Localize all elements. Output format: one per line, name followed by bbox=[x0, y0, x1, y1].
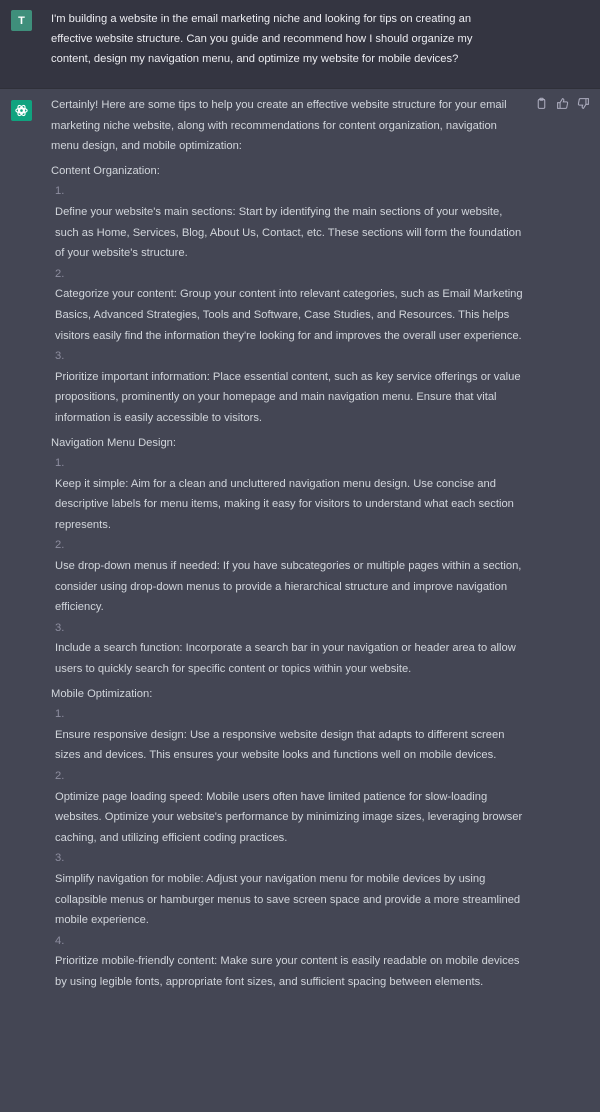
list-item bbox=[55, 453, 525, 535]
list-number: 2. bbox=[55, 267, 65, 280]
list-item-text: Prioritize mobile-friendly content: Make sure your content is easily readable on mobile devices by using legible fonts, appropriate font sizes, and sufficient spacing between elements. bbox=[55, 955, 520, 988]
section-heading: Content Organization: bbox=[51, 164, 160, 177]
assistant-avatar bbox=[11, 100, 32, 121]
assistant-message-row bbox=[0, 89, 600, 993]
list-item bbox=[55, 931, 525, 993]
openai-logo-icon bbox=[14, 103, 29, 118]
copy-icon[interactable] bbox=[535, 97, 548, 110]
list-number: 1. bbox=[55, 708, 65, 721]
section-mobile-optimization bbox=[51, 684, 525, 993]
list-item-text: Simplify navigation for mobile: Adjust your navigation menu for mobile devices by using collapsible menus or hamburger menus to save screen space and provide a more streamlined mobile experience. bbox=[55, 872, 521, 927]
intro-paragraph: Certainly! Here are some tips to help you create an effective website structure for your email marketing niche website, along with recommendations for content organization, navigation menu design, and mobile optimization: bbox=[51, 99, 507, 153]
section-navigation-menu-design bbox=[51, 433, 525, 680]
section-content-organization bbox=[51, 161, 525, 429]
section-heading: Mobile Optimization: bbox=[51, 687, 153, 700]
user-message-row bbox=[0, 0, 600, 89]
list-item-text: Optimize page loading speed: Mobile users often have limited patience for slow-loading websites. Optimize your website's performance by minimizing image sizes, leveraging browser caching, and utilizing efficient coding practices. bbox=[55, 790, 523, 844]
list-number: 2. bbox=[55, 770, 65, 782]
list-item bbox=[55, 618, 525, 680]
list-number: 2. bbox=[55, 539, 65, 552]
list-item bbox=[55, 704, 525, 766]
list-item bbox=[55, 848, 525, 930]
numbered-list bbox=[51, 453, 525, 680]
list-item-text: Prioritize important information: Place essential content, such as key service offerings or value propositions, prominently on your homepage and main navigation menu. Ensure that vital information is easily accessible to visitors. bbox=[55, 370, 521, 424]
list-item bbox=[55, 535, 525, 617]
list-item bbox=[55, 346, 525, 428]
list-number: 1. bbox=[55, 457, 65, 470]
list-item-text: Define your website's main sections: Start by identifying the main sections of your website, such as Home, Services, Blog, About Us, Contact, etc. These sections will form the foundation of your website's structure. bbox=[55, 205, 522, 260]
numbered-list bbox=[51, 704, 525, 992]
list-item-text: Ensure responsive design: Use a responsive website design that adapts to different screen sizes and devices. This ensures your website looks and functions well on mobile devices. bbox=[55, 728, 505, 762]
list-number: 4. bbox=[55, 934, 65, 947]
list-item bbox=[55, 181, 525, 263]
user-avatar-letter: T bbox=[18, 14, 25, 27]
thumbs-down-icon[interactable] bbox=[577, 97, 590, 110]
user-avatar bbox=[11, 10, 32, 31]
list-item-text: Keep it simple: Aim for a clean and uncluttered navigation menu design. Use concise and descriptive labels for menu items, making it easy for visitors to understand what each section represents. bbox=[55, 477, 514, 531]
list-number: 1. bbox=[55, 185, 65, 198]
list-item-text: Use drop-down menus if needed: If you have subcategories or multiple pages within a section, consider using drop-down menus to provide a hierarchical structure and improve navigation efficiency. bbox=[55, 560, 522, 614]
list-number: 3. bbox=[55, 852, 65, 865]
section-heading: Navigation Menu Design: bbox=[51, 436, 176, 449]
user-message-text: I'm building a website in the email marketing niche and looking for tips on creating an effective website structure. Can you guide and recommend how I should organize my content, design my navigation menu, and optimize my website for mobile devices? bbox=[51, 13, 473, 65]
list-number: 3. bbox=[55, 621, 65, 634]
assistant-message-content bbox=[51, 95, 525, 993]
list-item-text: Categorize your content: Group your content into relevant categories, such as Email Marketing Basics, Advanced Strategies, Tools and Software, Case Studies, and Resources. This helps visitors easily find the information they're looking for and improves the overall user experience. bbox=[55, 288, 523, 342]
list-number: 3. bbox=[55, 350, 65, 363]
numbered-list bbox=[51, 181, 525, 428]
thumbs-up-icon[interactable] bbox=[556, 97, 569, 110]
list-item-text: Include a search function: Incorporate a search bar in your navigation or header area to allow users to quickly search for specific content or topics within your website. bbox=[55, 642, 516, 676]
list-item bbox=[55, 766, 525, 848]
message-actions bbox=[535, 97, 590, 110]
list-item bbox=[55, 264, 525, 346]
